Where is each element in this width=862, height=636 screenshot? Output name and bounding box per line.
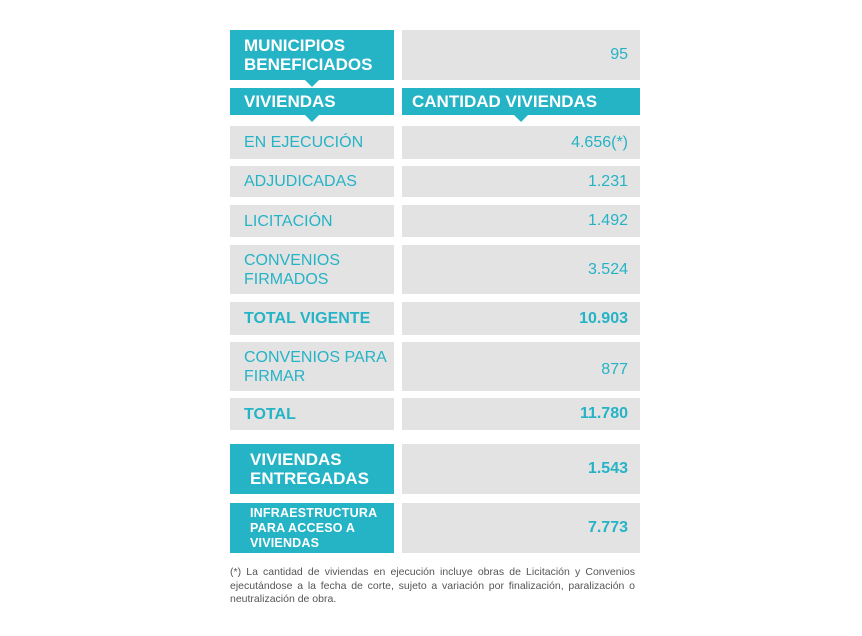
infraestructura-value: 7.773 (402, 503, 640, 553)
municipios-value: 95 (402, 30, 640, 80)
row-label-convenios-para-firmar: CONVENIOS PARA FIRMAR (230, 342, 394, 391)
row-label-convenios-firmados: CONVENIOS FIRMADOS (230, 245, 394, 294)
header-viviendas: VIVIENDAS (230, 88, 394, 115)
footnote: (*) La cantidad de viviendas en ejecución incluye obras de Licitación y Convenios ejecutándose a la fecha de corte, sujeto a variación por finalización, paralización o neutralización de obra. (230, 566, 635, 605)
municipios-label: MUNICIPIOS BENEFICIADOS (230, 30, 394, 80)
row-label-en-ejecucion: EN EJECUCIÓN (230, 126, 394, 159)
row-label-total: TOTAL (230, 398, 394, 430)
infraestructura-label: INFRAESTRUCTURA PARA ACCESO A VIVIENDAS (230, 503, 394, 553)
header-cantidad-viviendas: CANTIDAD VIVIENDAS (402, 88, 640, 115)
row-value-convenios-firmados: 3.524 (402, 245, 640, 294)
row-label-licitacion: LICITACIÓN (230, 205, 394, 237)
row-label-total-vigente: TOTAL VIGENTE (230, 302, 394, 335)
entregadas-value: 1.543 (402, 444, 640, 494)
row-value-en-ejecucion: 4.656(*) (402, 126, 640, 159)
row-value-adjudicadas: 1.231 (402, 166, 640, 197)
row-value-licitacion: 1.492 (402, 205, 640, 237)
row-value-total: 11.780 (402, 398, 640, 430)
row-value-convenios-para-firmar: 877 (402, 342, 640, 391)
row-value-total-vigente: 10.903 (402, 302, 640, 335)
row-label-adjudicadas: ADJUDICADAS (230, 166, 394, 197)
entregadas-label: VIVIENDAS ENTREGADAS (230, 444, 394, 494)
